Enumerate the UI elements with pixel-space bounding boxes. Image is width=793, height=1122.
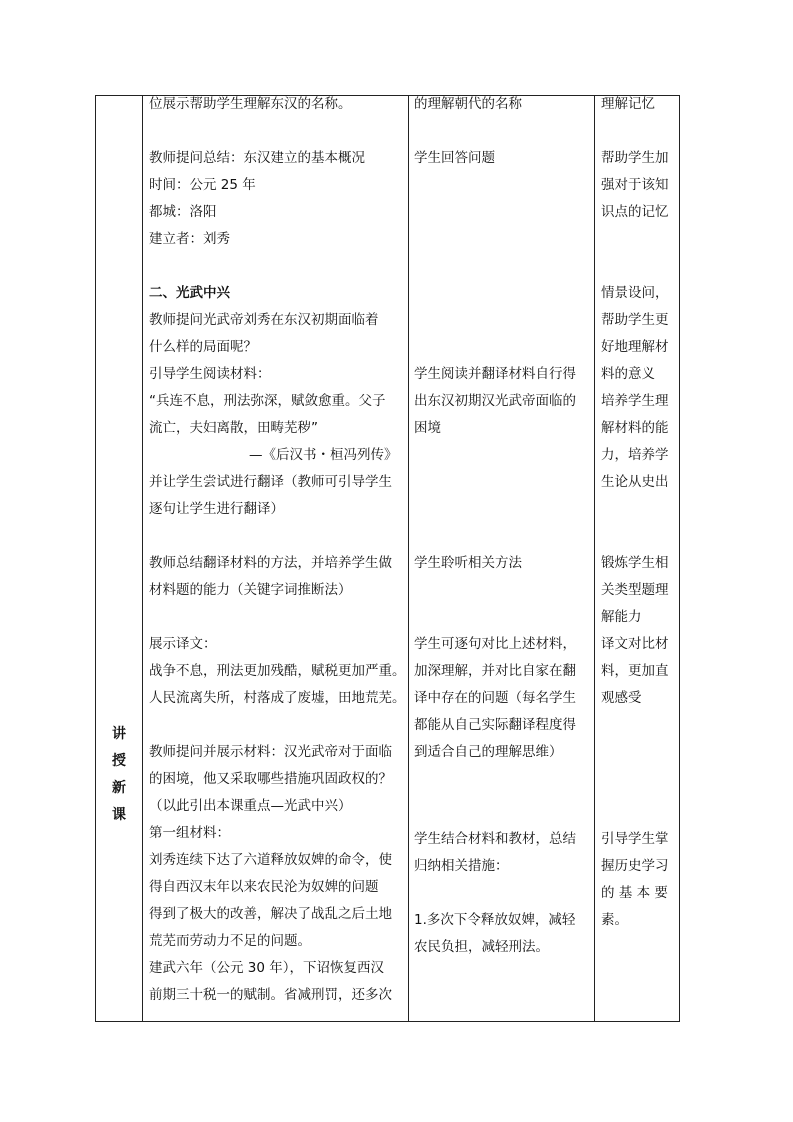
student-line: 学生回答问题 xyxy=(414,150,495,166)
teacher-line: 教师提问总结：东汉建立的基本概况 xyxy=(149,150,365,166)
teacher-line: 刘秀连续下达了六道释放奴婢的命令，使 xyxy=(149,852,392,868)
row-header-char: 讲 xyxy=(112,726,126,742)
design-intent-column xyxy=(601,550,679,712)
quote-line: 流亡，夫妇离散，田畴芜秽” xyxy=(149,420,318,436)
intent-line: 帮助学生更 xyxy=(601,312,669,328)
student-line: 1.多次下令释放奴婢，减轻 xyxy=(414,912,576,928)
lesson-plan-table xyxy=(95,95,680,1022)
student-line: 到适合自己的理解思维） xyxy=(414,744,563,760)
teacher-line: 第一组材料： xyxy=(149,825,230,841)
teacher-line: 建立者：刘秀 xyxy=(149,231,230,247)
intent-line: 料，更加直 xyxy=(601,663,669,679)
intent-line: 帮助学生加 xyxy=(601,150,669,166)
student-line: 学生阅读并翻译材料自行得 xyxy=(414,366,576,382)
teacher-line: 并让学生尝试进行翻译（教师可引导学生 xyxy=(149,474,392,490)
row-header-lecture xyxy=(96,721,142,829)
teacher-line: 时间：公元 25 年 xyxy=(149,177,256,193)
student-line: 出东汉初期汉光武帝面临的 xyxy=(414,393,576,409)
teacher-line: 荒芜而劳动力不足的问题。 xyxy=(149,933,311,949)
teacher-line: 得到了极大的改善，解决了战乱之后土地 xyxy=(149,906,392,922)
design-intent-column xyxy=(601,280,679,496)
column-divider xyxy=(408,96,409,1021)
intent-line: 理解记忆 xyxy=(601,96,655,112)
intent-line: 引导学生掌 xyxy=(601,831,669,847)
student-activity-column xyxy=(414,361,592,442)
teacher-line: 教师提问光武帝刘秀在东汉初期面临着 xyxy=(149,312,379,328)
intent-line: 识点的记忆 xyxy=(601,204,669,220)
intent-line: 解能力 xyxy=(601,609,642,625)
column-divider xyxy=(594,96,595,1021)
teacher-line: 建武六年（公元 30 年），下诏恢复西汉 xyxy=(149,960,385,976)
teacher-line: 前期三十税一的赋制。省减刑罚，还多次 xyxy=(149,987,392,1003)
teacher-line: 得自西汉末年以来农民沦为奴婢的问题 xyxy=(149,879,379,895)
column-divider xyxy=(142,96,143,1021)
intent-line: 译文对比材 xyxy=(601,636,669,652)
row-header-char: 课 xyxy=(112,807,126,823)
design-intent-column xyxy=(601,826,679,934)
quote-source: —《后汉书・桓冯列传》 xyxy=(249,447,398,463)
intent-line: 好地理解材 xyxy=(601,339,669,355)
teacher-activity-column xyxy=(149,91,407,1009)
student-line: 困境 xyxy=(414,420,441,436)
intent-line: 握历史学习 xyxy=(601,858,669,874)
student-line: 学生可逐句对比上述材料， xyxy=(414,636,576,652)
row-header-char: 新 xyxy=(112,780,126,796)
student-activity-column xyxy=(414,631,592,766)
teacher-line: 的困境，他又采取哪些措施巩固政权的？ xyxy=(149,771,392,787)
intent-line: 强对于该知 xyxy=(601,177,669,193)
teacher-line: 都城：洛阳 xyxy=(149,204,217,220)
section-heading: 二、光武中兴 xyxy=(149,285,230,301)
teacher-line: 材料题的能力（关键字词推断法） xyxy=(149,582,352,598)
teacher-line: 战争不息，刑法更加残酷，赋税更加严重。 xyxy=(149,663,406,679)
design-intent-column xyxy=(601,91,679,226)
teacher-line: 位展示帮助学生理解东汉的名称。 xyxy=(149,96,352,112)
student-line: 归纳相关措施： xyxy=(414,858,509,874)
intent-line: 生论从史出 xyxy=(601,474,669,490)
intent-line: 素。 xyxy=(601,912,628,928)
teacher-line: 教师提问并展示材料：汉光武帝对于面临 xyxy=(149,744,392,760)
intent-line: 解材料的能 xyxy=(601,420,669,436)
quote-line: “兵连不息，刑法弥深，赋敛愈重。父子 xyxy=(149,393,386,409)
teacher-line: 逐句让学生进行翻译） xyxy=(149,501,284,517)
student-activity-column xyxy=(414,826,592,961)
teacher-line: 引导学生阅读材料： xyxy=(149,366,271,382)
row-header-char: 授 xyxy=(112,753,126,769)
teacher-line: 教师总结翻译材料的方法，并培养学生做 xyxy=(149,555,392,571)
student-line: 都能从自己实际翻译程度得 xyxy=(414,717,576,733)
intent-line: 情景设问， xyxy=(601,285,669,301)
student-line: 译中存在的问题（每名学生 xyxy=(414,690,576,706)
student-line: 的理解朝代的名称 xyxy=(414,96,522,112)
teacher-line: （以此引出本课重点—光武中兴） xyxy=(149,798,352,814)
intent-line: 力，培养学 xyxy=(601,447,669,463)
student-activity-column xyxy=(414,550,592,577)
intent-line: 培养学生理 xyxy=(601,393,669,409)
teacher-line: 什么样的局面呢？ xyxy=(149,339,257,355)
teacher-line: 展示译文： xyxy=(149,636,217,652)
student-line: 学生结合材料和教材，总结 xyxy=(414,831,576,847)
student-line: 学生聆听相关方法 xyxy=(414,555,522,571)
student-line: 加深理解，并对比自家在翻 xyxy=(414,663,576,679)
intent-line: 料的意义 xyxy=(601,366,655,382)
intent-line: 的 基 本 要 xyxy=(601,885,668,901)
teacher-line: 人民流离失所，村落成了废墟，田地荒芜。 xyxy=(149,690,406,706)
intent-line: 关类型题理 xyxy=(601,582,669,598)
student-activity-column xyxy=(414,91,592,172)
intent-line: 观感受 xyxy=(601,690,642,706)
student-line: 农民负担，减轻刑法。 xyxy=(414,939,549,955)
intent-line: 锻炼学生相 xyxy=(601,555,669,571)
